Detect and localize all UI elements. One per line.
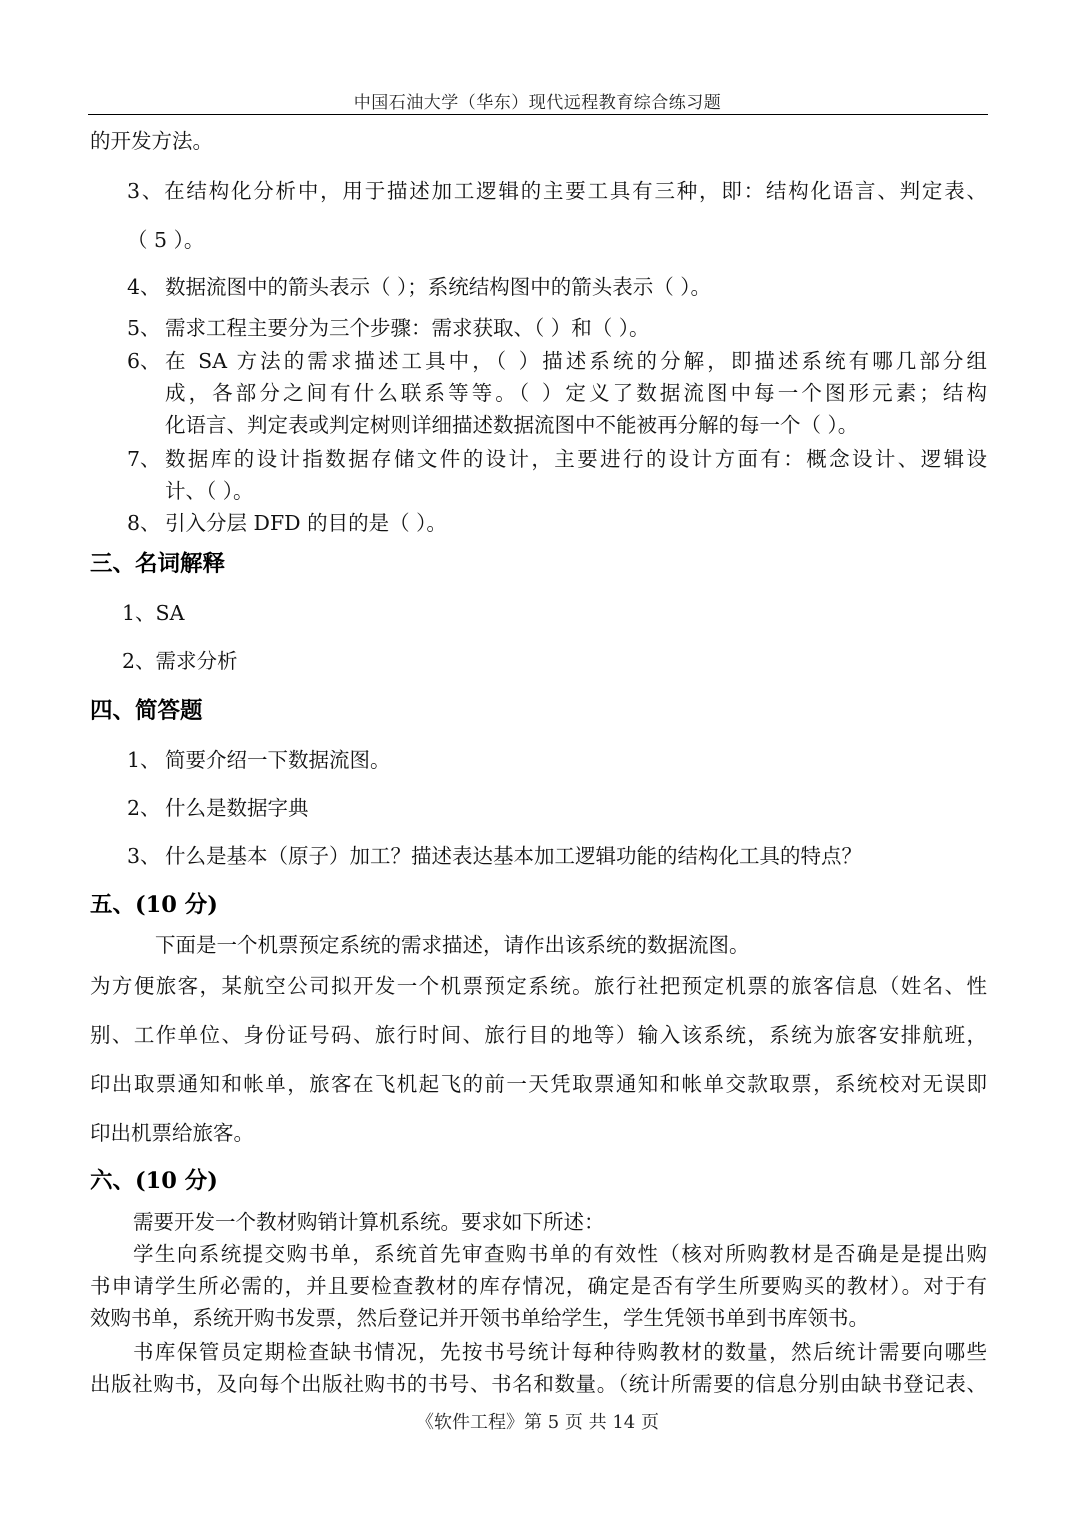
question-7-number: 7、: [127, 447, 161, 471]
question-5-number: 5、: [127, 316, 161, 340]
page-footer: 《软件工程》第 5 页 共 14 页: [416, 1412, 659, 1433]
section-4-title: 四、简答题: [90, 698, 203, 724]
continuation-text: 的开发方法。: [90, 129, 213, 153]
question-7-line-1: 数据库的设计指数据存储文件的设计，主要进行的设计方面有：概念设计、逻辑设: [165, 447, 987, 471]
section-5-line-1: 为方便旅客，某航空公司拟开发一个机票预定系统。旅行社把预定机票的旅客信息（姓名、性: [90, 974, 987, 998]
section-5-line-4: 印出机票给旅客。: [90, 1121, 254, 1145]
section-4-item-2-text: 什么是数据字典: [165, 796, 309, 820]
section-4-item-1-number: 1、: [127, 748, 161, 772]
section-6-line-1: 需要开发一个教材购销计算机系统。要求如下所述：: [133, 1210, 605, 1234]
section-5-line-2: 别、工作单位、身份证号码、旅行时间、旅行目的地等）输入该系统，系统为旅客安排航班，: [90, 1023, 987, 1047]
section-3-title: 三、名词解释: [90, 551, 226, 577]
section-3-item-1: 1、SA: [122, 601, 185, 625]
header-rule: [88, 114, 988, 115]
section-6-line-3: 书申请学生所必需的，并且要检查教材的库存情况，确定是否有学生所要购买的教材）。对于有: [90, 1274, 987, 1298]
question-7-line-2: 计、（ ）。: [165, 479, 254, 503]
question-4-text: 数据流图中的箭头表示（ ）；系统结构图中的箭头表示（ ）。: [165, 275, 712, 299]
section-6-line-5: 书库保管员定期检查缺书情况，先按书号统计每种待购教材的数量，然后统计需要向哪些: [133, 1340, 987, 1364]
section-6-line-6: 出版社购书，及向每个出版社购书的书号、书名和数量。（统计所需要的信息分别由缺书登记表、: [90, 1372, 987, 1396]
section-6-line-2: 学生向系统提交购书单，系统首先审查购书单的有效性（核对所购教材是否确是是提出购: [133, 1242, 987, 1266]
question-6-line-2: 成，各部分之间有什么联系等等。（ ）定义了数据流图中每一个图形元素；结构: [165, 381, 987, 405]
section-6-title: 六、(10 分): [90, 1168, 218, 1194]
question-3-line-1: 3、在结构化分析中，用于描述加工逻辑的主要工具有三种，即：结构化语言、判定表、: [127, 179, 987, 203]
section-3-item-2: 2、需求分析: [122, 649, 238, 673]
question-8-text: 引入分层 DFD 的目的是（ ）。: [165, 511, 447, 535]
section-5-line-3: 印出取票通知和帐单，旅客在飞机起飞的前一天凭取票通知和帐单交款取票，系统校对无误即: [90, 1072, 987, 1096]
section-4-item-2-number: 2、: [127, 796, 161, 820]
question-6-line-3: 化语言、判定表或判定树则详细描述数据流图中不能被再分解的每一个（ ）。: [165, 413, 859, 437]
question-6-line-1: 在 SA 方法的需求描述工具中，（ ）描述系统的分解，即描述系统有哪几部分组: [165, 349, 987, 373]
section-4-item-3-text: 什么是基本（原子）加工？描述表达基本加工逻辑功能的结构化工具的特点？: [165, 844, 862, 868]
page-header: 中国石油大学（华东）现代远程教育综合练习题: [353, 93, 722, 113]
question-5-text: 需求工程主要分为三个步骤：需求获取、（ ）和（ ）。: [165, 316, 650, 340]
question-3-line-2: （ 5 ）。: [127, 228, 205, 252]
section-5-title: 五、(10 分): [90, 892, 218, 918]
question-8-number: 8、: [127, 511, 161, 535]
question-4-number: 4、: [127, 275, 161, 299]
section-5-intro: 下面是一个机票预定系统的需求描述，请作出该系统的数据流图。: [155, 933, 750, 957]
section-6-line-4: 效购书单，系统开购书发票，然后登记并开领书单给学生，学生凭领书单到书库领书。: [90, 1306, 869, 1330]
question-6-number: 6、: [127, 349, 161, 373]
section-4-item-1-text: 简要介绍一下数据流图。: [165, 748, 391, 772]
section-4-item-3-number: 3、: [127, 844, 161, 868]
